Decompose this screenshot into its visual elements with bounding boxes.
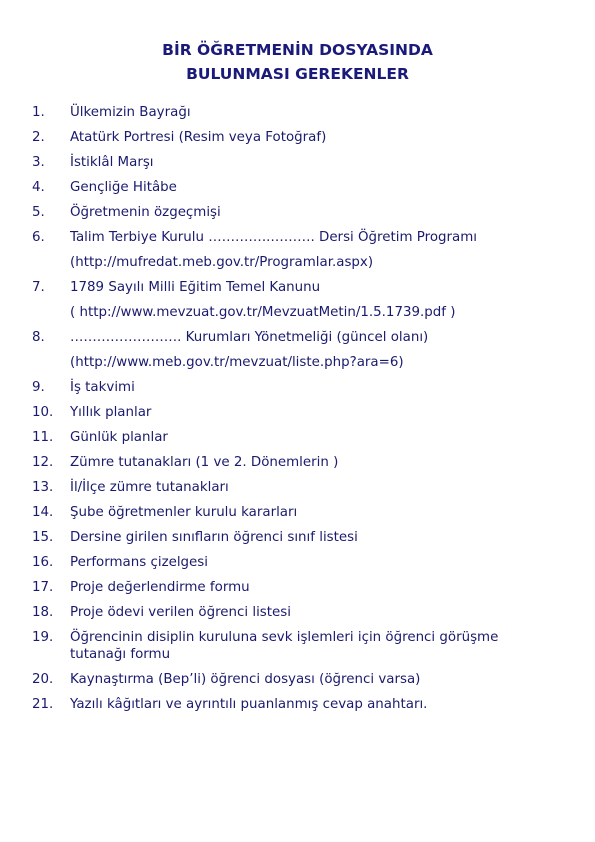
list-item-text: ……………………. Kurumları Yönetmeliği (güncel olanı) xyxy=(70,330,429,345)
title-line-2: BULUNMASI GEREKENLER xyxy=(186,65,409,83)
list-item-body xyxy=(70,179,572,196)
list-item xyxy=(32,404,572,421)
document-title xyxy=(0,38,595,86)
list-item-body xyxy=(70,404,572,421)
list-item-number: 19. xyxy=(32,630,54,645)
list-item xyxy=(32,104,572,121)
list-item-body xyxy=(70,104,572,121)
list-item xyxy=(32,604,572,621)
list-item-text: İstiklâl Marşı xyxy=(70,155,154,170)
list-item-text: Şube öğretmenler kurulu kararları xyxy=(70,505,298,520)
list-item-body xyxy=(70,696,572,713)
list-item-text: Dersine girilen sınıfların öğrenci sınıf listesi xyxy=(70,530,358,545)
list-item xyxy=(32,504,572,521)
list-item-body xyxy=(70,229,572,271)
list-item xyxy=(32,579,572,596)
list-item-number: 4. xyxy=(32,180,45,195)
list-item xyxy=(32,229,572,271)
list-item-number: 16. xyxy=(32,555,54,570)
list-item-body xyxy=(70,379,572,396)
list-item xyxy=(32,696,572,713)
list-item-number: 15. xyxy=(32,530,54,545)
list-item-number: 10. xyxy=(32,405,54,420)
list-item xyxy=(32,179,572,196)
list-item-body xyxy=(70,454,572,471)
list-item xyxy=(32,529,572,546)
list-item-body xyxy=(70,579,572,596)
list-item-number: 14. xyxy=(32,505,54,520)
list-item-body xyxy=(70,204,572,221)
list-item-text: Öğretmenin özgeçmişi xyxy=(70,205,221,220)
title-line-1: BİR ÖĞRETMENİN DOSYASINDA xyxy=(162,41,433,59)
list-item-number: 7. xyxy=(32,280,45,295)
list-item-text: İl/İlçe zümre tutanakları xyxy=(70,480,229,495)
list-item-body xyxy=(70,671,572,688)
list-item-body xyxy=(70,154,572,171)
list-item-number: 13. xyxy=(32,480,54,495)
list-item-text: 1789 Sayılı Milli Eğitim Temel Kanunu xyxy=(70,280,321,295)
list-item-body xyxy=(70,554,572,571)
list-item xyxy=(32,154,572,171)
list-item-number: 5. xyxy=(32,205,45,220)
list-item-number: 18. xyxy=(32,605,54,620)
list-item xyxy=(32,204,572,221)
list-item-subtext: tutanağı formu xyxy=(70,647,171,662)
list-item-subtext: ( http://www.mevzuat.gov.tr/MevzuatMetin/1.5.1739.pdf ) xyxy=(70,305,456,320)
list-item-text: Yazılı kâğıtları ve ayrıntılı puanlanmış cevap anahtarı. xyxy=(70,697,428,712)
list-item-text: Yıllık planlar xyxy=(70,405,152,420)
list-item-text: Günlük planlar xyxy=(70,430,168,445)
list-item-number: 8. xyxy=(32,330,45,345)
list-item-body xyxy=(70,129,572,146)
list-item-number: 1. xyxy=(32,105,45,120)
list-item-text: Talim Terbiye Kurulu …………..………. Dersi Öğretim Programı xyxy=(70,230,477,245)
list-item-text: Proje değerlendirme formu xyxy=(70,580,250,595)
list-item-text: Zümre tutanakları (1 ve 2. Dönemlerin ) xyxy=(70,455,339,470)
list-item-body xyxy=(70,329,572,371)
list-item xyxy=(32,429,572,446)
list-item-subtext: (http://www.meb.gov.tr/mevzuat/liste.php?ara=6) xyxy=(70,355,404,370)
list-item-text: Atatürk Portresi (Resim veya Fotoğraf) xyxy=(70,130,327,145)
list-item-number: 3. xyxy=(32,155,45,170)
list-item-number: 20. xyxy=(32,672,54,687)
list-item-number: 21. xyxy=(32,697,54,712)
requirements-list xyxy=(32,104,572,721)
list-item-body xyxy=(70,429,572,446)
list-item-text: Proje ödevi verilen öğrenci listesi xyxy=(70,605,291,620)
list-item xyxy=(32,479,572,496)
list-item xyxy=(32,629,572,663)
list-item xyxy=(32,329,572,371)
list-item-body xyxy=(70,529,572,546)
list-item-text: İş takvimi xyxy=(70,380,135,395)
list-item-body xyxy=(70,604,572,621)
list-item-number: 11. xyxy=(32,430,54,445)
list-item-number: 6. xyxy=(32,230,45,245)
list-item-number: 17. xyxy=(32,580,54,595)
list-item xyxy=(32,454,572,471)
list-item-text: Öğrencinin disiplin kuruluna sevk işlemleri için öğrenci görüşme xyxy=(70,630,499,645)
list-item xyxy=(32,554,572,571)
list-item-body xyxy=(70,279,572,321)
list-item xyxy=(32,129,572,146)
list-item-body xyxy=(70,504,572,521)
list-item xyxy=(32,671,572,688)
list-item-text: Gençliğe Hitâbe xyxy=(70,180,177,195)
list-item-subtext: (http://mufredat.meb.gov.tr/Programlar.aspx) xyxy=(70,255,374,270)
list-item-text: Performans çizelgesi xyxy=(70,555,208,570)
list-item-number: 9. xyxy=(32,380,45,395)
list-item-body xyxy=(70,479,572,496)
list-item-number: 2. xyxy=(32,130,45,145)
list-item-text: Kaynaştırma (Bep’li) öğrenci dosyası (öğrenci varsa) xyxy=(70,672,421,687)
list-item-body xyxy=(70,629,572,663)
list-item-text: Ülkemizin Bayrağı xyxy=(70,105,191,120)
list-item xyxy=(32,379,572,396)
list-item xyxy=(32,279,572,321)
list-item-number: 12. xyxy=(32,455,54,470)
